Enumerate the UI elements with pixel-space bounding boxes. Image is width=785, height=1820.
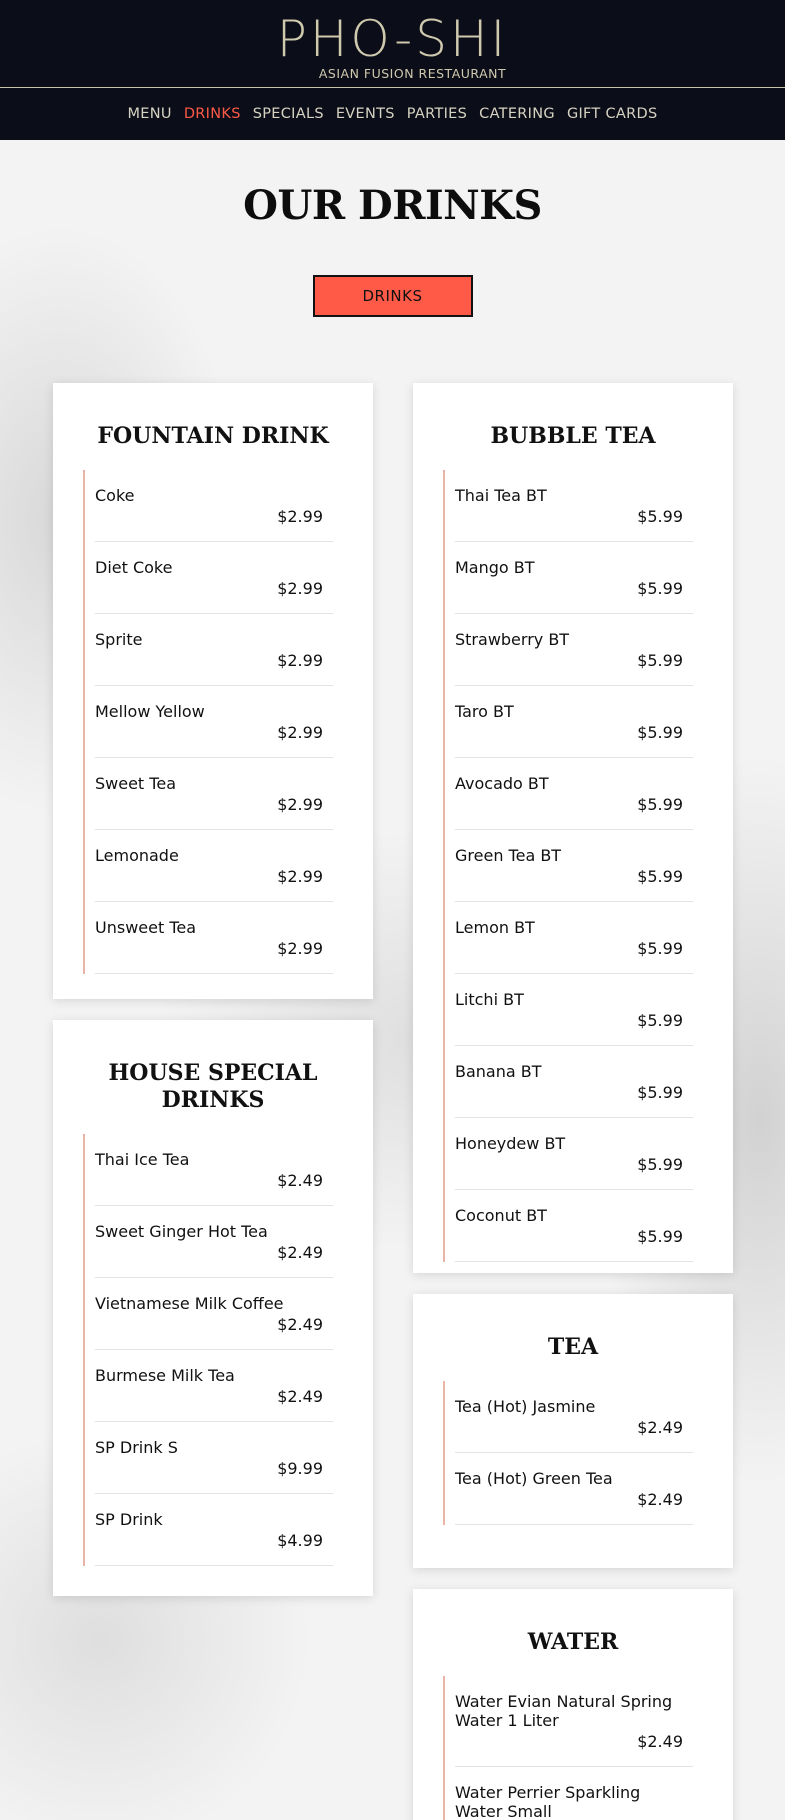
item-price: $5.99 (637, 795, 683, 814)
item-price: $5.99 (637, 867, 683, 886)
item-price: $5.99 (637, 507, 683, 526)
menu-item[interactable] (95, 1278, 333, 1350)
menu-item[interactable] (455, 614, 693, 686)
page-title: OUR DRINKS (243, 182, 542, 229)
menu-item[interactable] (95, 470, 333, 542)
nav-parties[interactable]: PARTIES (406, 106, 468, 122)
menu-item[interactable] (455, 758, 693, 830)
main-content (0, 182, 785, 317)
item-name: Mango BT (455, 558, 535, 577)
menu-item[interactable] (455, 1381, 693, 1453)
item-price: $2.49 (277, 1315, 323, 1334)
item-name: Thai Ice Tea (95, 1150, 190, 1169)
item-price: $2.49 (637, 1490, 683, 1509)
item-price: $9.99 (277, 1459, 323, 1478)
item-name: SP Drink (95, 1510, 163, 1529)
menu-card-house-special-drinks (53, 1020, 373, 1596)
menu-item[interactable] (455, 1453, 693, 1525)
item-name: Unsweet Tea (95, 918, 197, 937)
item-price: $2.99 (277, 507, 323, 526)
menu-item[interactable] (455, 1118, 693, 1190)
item-name: Honeydew BT (455, 1134, 566, 1153)
menu-item[interactable] (95, 902, 333, 974)
item-name: Litchi BT (455, 990, 524, 1009)
item-name: Diet Coke (95, 558, 173, 577)
menu-item[interactable] (95, 614, 333, 686)
menu-item[interactable] (95, 1350, 333, 1422)
menu-item[interactable] (455, 542, 693, 614)
menu-item[interactable] (455, 1046, 693, 1118)
menu-item-list (83, 1134, 333, 1566)
card-title: WATER (527, 1629, 619, 1655)
item-name: Lemonade (95, 846, 179, 865)
item-price: $5.99 (637, 1011, 683, 1030)
menu-item[interactable] (95, 686, 333, 758)
drinks-filter-button[interactable]: DRINKS (313, 275, 473, 317)
item-name: Banana BT (455, 1062, 542, 1081)
item-name: Vietnamese Milk Coffee (95, 1294, 284, 1313)
menu-item[interactable] (95, 1494, 333, 1566)
menu-item-list (443, 1381, 693, 1525)
menu-item[interactable] (455, 902, 693, 974)
card-title: HOUSE SPECIAL DRINKS (108, 1060, 318, 1113)
menu-item[interactable] (95, 1206, 333, 1278)
item-price: $5.99 (637, 939, 683, 958)
item-name: Tea (Hot) Green Tea (455, 1469, 613, 1488)
menu-item[interactable] (455, 830, 693, 902)
item-name: Taro BT (455, 702, 514, 721)
item-price: $2.49 (277, 1171, 323, 1190)
item-name: Thai Tea BT (455, 486, 547, 505)
item-name: Water Evian Natural Spring Water 1 Liter (455, 1692, 673, 1730)
item-name: Tea (Hot) Jasmine (455, 1397, 596, 1416)
menu-item-list (83, 470, 333, 974)
menu-card-water (413, 1589, 733, 1820)
menu-item[interactable] (95, 542, 333, 614)
brand (0, 0, 785, 88)
site-header (0, 0, 785, 140)
item-price: $2.99 (277, 651, 323, 670)
menu-item[interactable] (455, 470, 693, 542)
nav-gift-cards[interactable]: GIFT CARDS (566, 106, 658, 122)
card-title: BUBBLE TEA (490, 423, 656, 449)
menu-item[interactable] (95, 1134, 333, 1206)
menu-item[interactable] (455, 1767, 693, 1820)
item-price: $5.99 (637, 723, 683, 742)
nav-menu[interactable]: MENU (127, 106, 172, 122)
item-name: Burmese Milk Tea (95, 1366, 235, 1385)
item-name: SP Drink S (95, 1438, 178, 1457)
item-name: Mellow Yellow (95, 702, 205, 721)
filter-bar (0, 275, 785, 317)
item-price: $2.99 (277, 867, 323, 886)
item-name: Lemon BT (455, 918, 535, 937)
nav-catering[interactable]: CATERING (479, 106, 555, 122)
item-price: $2.49 (637, 1418, 683, 1437)
item-name: Sweet Ginger Hot Tea (95, 1222, 268, 1241)
main-nav (0, 88, 785, 140)
item-price: $5.99 (637, 579, 683, 598)
item-name: Coconut BT (455, 1206, 547, 1225)
menu-item-list (443, 1676, 693, 1820)
item-price: $2.99 (277, 723, 323, 742)
item-price: $2.99 (277, 579, 323, 598)
menu-item[interactable] (95, 1422, 333, 1494)
item-name: Coke (95, 486, 135, 505)
item-price: $2.49 (277, 1243, 323, 1262)
card-title: FOUNTAIN DRINK (97, 423, 329, 449)
item-price: $2.49 (277, 1387, 323, 1406)
item-name: Sprite (95, 630, 143, 649)
item-name: Avocado BT (455, 774, 549, 793)
item-price: $5.99 (637, 1227, 683, 1246)
item-price: $5.99 (637, 1155, 683, 1174)
item-name: Sweet Tea (95, 774, 176, 793)
nav-drinks[interactable]: DRINKS (183, 106, 241, 122)
item-price: $2.49 (637, 1732, 683, 1751)
logo[interactable]: PHO-SHI (276, 10, 509, 68)
menu-item[interactable] (455, 1190, 693, 1262)
item-price: $4.99 (277, 1531, 323, 1550)
item-name: Green Tea BT (455, 846, 562, 865)
menu-item[interactable] (95, 830, 333, 902)
menu-item[interactable] (455, 1676, 693, 1767)
item-name: Water Perrier Sparkling Water Small (455, 1783, 641, 1820)
menu-card-tea (413, 1294, 733, 1568)
nav-specials[interactable]: SPECIALS (252, 106, 324, 122)
menu-card-fountain-drink (53, 383, 373, 999)
item-price: $5.99 (637, 1083, 683, 1102)
item-price: $5.99 (637, 651, 683, 670)
card-title: TEA (547, 1334, 599, 1360)
nav-events[interactable]: EVENTS (335, 106, 395, 122)
menu-item[interactable] (95, 758, 333, 830)
menu-item-list (443, 470, 693, 1262)
item-name: Strawberry BT (455, 630, 570, 649)
menu-item[interactable] (455, 686, 693, 758)
menu-item[interactable] (455, 974, 693, 1046)
item-price: $2.99 (277, 939, 323, 958)
item-price: $2.99 (277, 795, 323, 814)
menu-card-bubble-tea (413, 383, 733, 1273)
tagline: ASIAN FUSION RESTAURANT (318, 66, 507, 81)
